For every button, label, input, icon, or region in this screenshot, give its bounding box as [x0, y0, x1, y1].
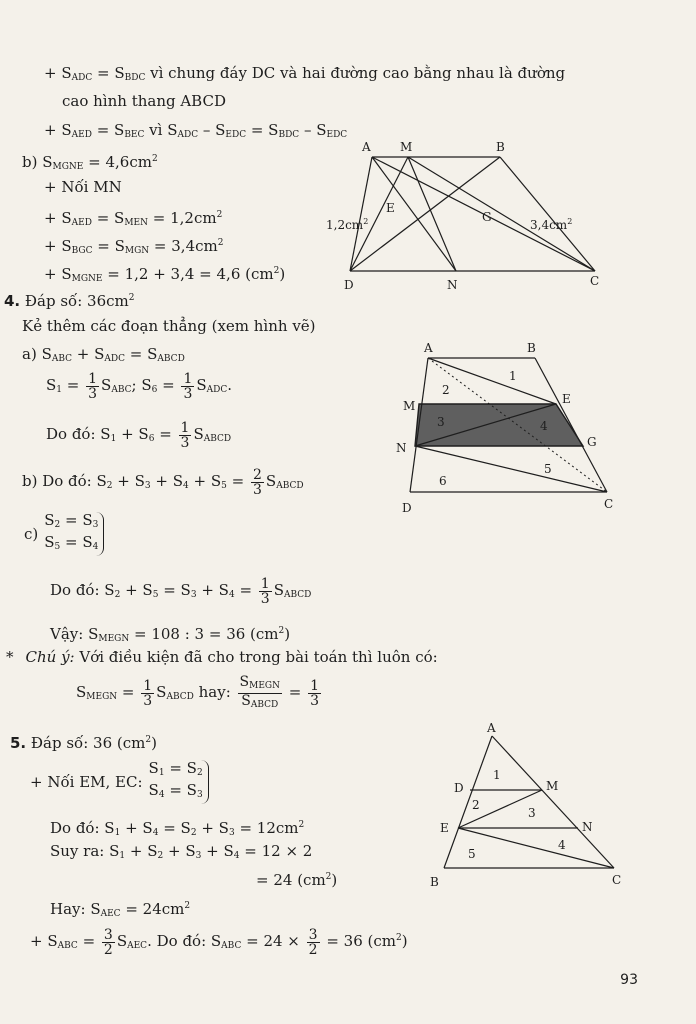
line-noi-mn: + Nối MN [44, 178, 122, 196]
line-noi-em-ec: + Nối EM, EC: $S_1 = S_2$ $S_4 = S_3$ [30, 760, 209, 804]
line-vay-smegn: Vậy: $S_{MEGN} = 108$ : 3 = 36 $(cm^2)$ [50, 625, 291, 644]
label-D: D [454, 781, 464, 795]
brace-group: $S_2 = S_3$ $S_5 = S_4$ [44, 512, 104, 556]
line-saed-sbec: + $S_{AED} = S_{BEC}$ vì $S_{ADC} - S_{EDC} = S_{BDC} - S_{EDC}$ [44, 121, 348, 140]
line-suy-ra: Suy ra: $S_1 + S_2 + S_3 + S_4 = 12 \times 2$ [50, 842, 313, 861]
region-5: 5 [544, 462, 552, 476]
part-c-system: c) $S_2 = S_3$ $S_5 = S_4$ [24, 512, 104, 556]
line-sabc-result: + $S_{ABC}$ = $\frac{3}{2}$ $S_{AEC}$. Do đó: $S_{ABC} = 24$ × $\frac{3}{2}$ = 36 $(cm^2)$ [30, 926, 408, 958]
figure-trapezoid-mgne [320, 135, 620, 295]
brace-group: $S_1 = S_2$ $S_4 = S_3$ [149, 760, 209, 804]
label-N: N [396, 441, 407, 455]
problem-5-heading: 5. Đáp số: 36 $(cm^2)$ [10, 734, 157, 752]
region-2: 2 [442, 383, 450, 397]
label-A: A [487, 721, 496, 735]
region-1: 1 [493, 768, 501, 782]
note-formula: $S_{MEGN}$ = $\frac{1}{3}$ $S_{ABCD}$ hay: $\frac{S_{MEGN}}{S_{ABCD}}$ = $\frac{1}{3}$ [76, 673, 319, 710]
label-C: C [604, 497, 614, 511]
label-B: B [496, 140, 505, 154]
line-sbgc-smgn: + $S_{BGC} = S_{MGN} = 3,4cm^2$ [44, 237, 224, 256]
region-4: 4 [558, 838, 566, 852]
problem-4-heading: 4. Đáp số: $36cm^2$ [4, 292, 135, 310]
note-chu-y: * Chú ý: Với điều kiện đã cho trong bài toán thì luôn có: [6, 648, 438, 666]
line-dodo-s2-s5: Do đó: $S_2 + S_5 = S_3 + S_4$ = $\frac{1}{3}$ $S_{ABCD}$ [50, 575, 312, 607]
label-M: M [403, 399, 416, 413]
label-B: B [527, 341, 536, 355]
label-D: D [402, 501, 412, 515]
region-5: 5 [468, 847, 476, 861]
part-b-smgne: b) $S_{MGNE} = 4,6cm^2$ [22, 153, 158, 172]
label-A: A [424, 341, 433, 355]
region-1: 1 [509, 369, 517, 383]
region-2: 2 [472, 798, 480, 812]
problem-4-intro: Kẻ thêm các đoạn thẳng (xem hình vẽ) [22, 317, 316, 335]
label-N: N [447, 278, 458, 292]
label-A: A [362, 140, 371, 154]
line-dodo-s1-s6: Do đó: $S_1 + S_6$ = $\frac{1}{3}$ $S_{ABCD}$ [46, 419, 232, 451]
figure-trapezoid-regions [392, 340, 632, 525]
line-s1-s6: $S_1$ = $\frac{1}{3}$ $S_{ABC}$; $S_6$ = $\frac{1}{3}$ $S_{ADC}$. [46, 370, 233, 402]
region-4: 4 [540, 419, 548, 433]
line-trapezoid-height: cao hình thang ABCD [62, 92, 226, 110]
line-smgne-sum: + $S_{MGNE} = 1,2 + 3,4 = 4,6$ $(cm^2)$ [44, 265, 286, 284]
label-M: M [546, 779, 559, 793]
label-G: G [482, 210, 492, 224]
line-eq-24: = 24 $(cm^2)$ [256, 871, 338, 889]
region-3: 3 [437, 415, 445, 429]
label-M: M [400, 140, 413, 154]
label-E: E [562, 392, 571, 406]
label-C: C [612, 873, 622, 887]
label-C: C [590, 274, 600, 288]
part-b-sum: b) Do đó: $S_2 + S_3 + S_4 + S_5$ = $\frac{2}{3}$ $S_{ABCD}$ [22, 466, 304, 498]
region-6: 6 [439, 474, 447, 488]
region-3: 3 [528, 806, 536, 820]
page-number: 93 [620, 972, 638, 988]
line-hay-saec: Hay: $S_{AEC} = 24cm^2$ [50, 900, 191, 919]
label-E: E [386, 201, 395, 215]
label-D: D [344, 278, 354, 292]
line-dodo-12cm: Do đó: $S_1 + S_4 = S_2 + S_3 = 12cm^2$ [50, 819, 305, 838]
part-a-sum: a) $S_{ABC} + S_{ADC} = S_{ABCD}$ [22, 345, 185, 364]
figure-triangle-abc [420, 718, 630, 893]
label-B: B [430, 875, 439, 889]
area-label-right: $3,4cm^2$ [530, 217, 573, 232]
label-E: E [440, 821, 449, 835]
line-sadc-sbdc: + $S_{ADC} = S_{BDC}$ vì chung đáy DC và hai đường cao bằng nhau là đường [44, 64, 566, 83]
label-G: G [587, 435, 597, 449]
line-saed-smen: + $S_{AED} = S_{MEN} = 1,2cm^2$ [44, 209, 223, 228]
area-label-left: $1,2cm^2$ [326, 217, 369, 232]
label-N: N [582, 820, 593, 834]
